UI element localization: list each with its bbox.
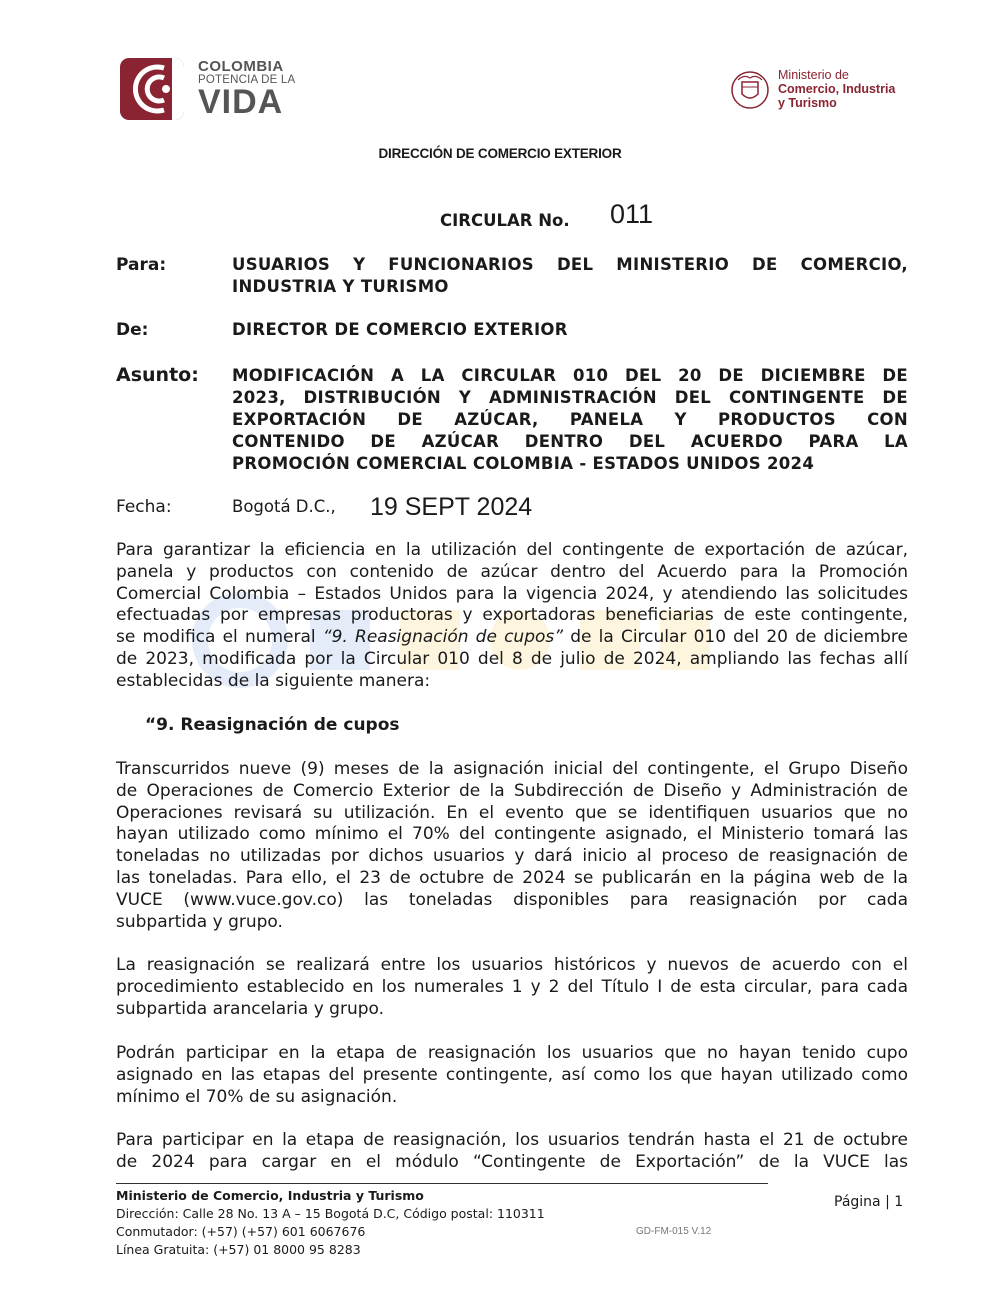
body-line: Para participar en la etapa de reasignación, los usuarios tendrán hasta el 21 de octubre bbox=[116, 1130, 908, 1150]
asunto-value bbox=[232, 365, 908, 475]
logo-line-3: VIDA bbox=[198, 83, 284, 121]
intro-line: Comercial Colombia – Estados Unidos para la vigencia 2024, y atendiendo las solicitudes bbox=[116, 583, 908, 604]
page-number: Página | 1 bbox=[834, 1194, 904, 1210]
body-paragraph-2 bbox=[116, 955, 908, 1020]
footer-toll-free: Línea Gratuita: (+57) 01 8000 95 8283 bbox=[116, 1242, 361, 1257]
circular-label: CIRCULAR No. bbox=[440, 211, 570, 230]
logo-mark-icon bbox=[120, 58, 184, 120]
department-title: DIRECCIÓN DE COMERCIO EXTERIOR bbox=[378, 146, 622, 161]
body-line: toneladas no utilizadas por dichos usuarios y dará inicio al proceso de reasignación de bbox=[116, 846, 908, 867]
fecha-date: 19 SEPT 2024 bbox=[370, 493, 533, 521]
body-line: Transcurridos nueve (9) meses de la asignación inicial del contingente, el Grupo Diseño bbox=[116, 759, 908, 779]
asunto-line-1: MODIFICACIÓN A LA CIRCULAR 010 DEL 20 DE DICIEMBRE DE bbox=[232, 366, 908, 385]
body-line: VUCE (www.vuce.gov.co) las toneladas disponibles para reasignación por cada bbox=[116, 889, 908, 910]
ministry-line-1: Ministerio de bbox=[778, 68, 849, 82]
body-line: de 2024 para cargar en el módulo “Contingente de Exportación” de la VUCE las bbox=[116, 1151, 908, 1172]
body-paragraph-4 bbox=[116, 1130, 908, 1174]
fecha-place: Bogotá D.C., bbox=[232, 497, 336, 516]
footer-org: Ministerio de Comercio, Industria y Turismo bbox=[116, 1188, 424, 1203]
asunto-line-4: CONTENIDO DE AZÚCAR DENTRO DEL ACUERDO PARA LA bbox=[232, 432, 908, 451]
logo-line-1: COLOMBIA bbox=[198, 58, 284, 75]
de-label: De: bbox=[116, 320, 149, 340]
de-line: DIRECTOR DE COMERCIO EXTERIOR bbox=[232, 320, 568, 339]
de-value bbox=[232, 319, 908, 341]
body-line: las toneladas. Para ello, el 23 de octubre de 2024 se publicarán en la página web de la bbox=[116, 867, 908, 888]
ministry-logo bbox=[730, 68, 920, 116]
body-line: procedimiento establecido en los numerales 1 y 2 del Título I de esta circular, para cada bbox=[116, 976, 908, 997]
logo-line-2: POTENCIA DE LA bbox=[198, 74, 296, 86]
body-line: Operaciones revisará su utilización. En el evento que se identifiquen usuarios que no bbox=[116, 802, 908, 823]
para-line-2: INDUSTRIA Y TURISMO bbox=[232, 277, 449, 296]
body-paragraph-1 bbox=[116, 759, 908, 933]
intro-line-5 bbox=[116, 627, 908, 649]
intro-quote: “9. Reasignación de cupos” bbox=[322, 627, 564, 648]
body-line: subpartida y grupo. bbox=[116, 911, 283, 932]
colombia-potencia-logo bbox=[120, 58, 300, 122]
intro-line: Para garantizar la eficiencia en la utilización del contingente de exportación de azúcar, bbox=[116, 540, 908, 560]
intro-line: de 2023, modificada por la Circular 010 del 8 de julio de 2024, ampliando las fechas allí bbox=[116, 648, 908, 669]
asunto-line-5: PROMOCIÓN COMERCIAL COLOMBIA - ESTADOS UNIDOS 2024 bbox=[232, 454, 815, 473]
body-line: La reasignación se realizará entre los usuarios históricos y nuevos de acuerdo con el bbox=[116, 955, 908, 975]
ministry-line-3: y Turismo bbox=[778, 96, 837, 110]
fecha-label: Fecha: bbox=[116, 497, 172, 517]
coat-of-arms-icon bbox=[730, 70, 770, 110]
footer-phone: Conmutador: (+57) (+57) 601 6067676 bbox=[116, 1224, 366, 1239]
para-label: Para: bbox=[116, 255, 167, 275]
para-value bbox=[232, 254, 908, 298]
footer-divider bbox=[116, 1183, 768, 1184]
footer-address: Dirección: Calle 28 No. 13 A – 15 Bogotá D.C, Código postal: 110311 bbox=[116, 1206, 545, 1221]
intro-line: panela y productos con contenido de azúcar dentro del Acuerdo para la Promoción bbox=[116, 561, 908, 582]
section-title: “9. Reasignación de cupos bbox=[145, 715, 400, 735]
circular-number: 011 bbox=[610, 199, 654, 229]
asunto-label: Asunto: bbox=[116, 364, 199, 386]
form-code: GD-FM-015 V.12 bbox=[636, 1226, 712, 1237]
body-line: mínimo el 70% de su asignación. bbox=[116, 1086, 398, 1107]
intro-text: se modifica el numeral bbox=[116, 627, 323, 648]
body-line: Podrán participar en la etapa de reasignación los usuarios que no hayan tenido cupo bbox=[116, 1043, 908, 1063]
asunto-line-3: EXPORTACIÓN DE AZÚCAR, PANELA Y PRODUCTOS CON bbox=[232, 410, 908, 429]
intro-line: efectuadas por empresas productoras y exportadoras beneficiarias de este contingente, bbox=[116, 605, 908, 626]
body-paragraph-3 bbox=[116, 1043, 908, 1108]
asunto-line-2: 2023, DISTRIBUCIÓN Y ADMINISTRACIÓN DEL CONTINGENTE DE bbox=[232, 388, 908, 407]
intro-paragraph bbox=[116, 540, 908, 693]
body-line: hayan utilizado como mínimo el 70% del contingente asignado, el Ministerio tomará las bbox=[116, 824, 908, 845]
body-line: de Operaciones de Comercio Exterior de la Subdirección de Diseño y Administración de bbox=[116, 780, 908, 801]
intro-line: establecidas de la siguiente manera: bbox=[116, 670, 431, 691]
intro-text: de la Circular 010 del 20 de diciembre bbox=[563, 627, 908, 648]
ministry-line-2: Comercio, Industria bbox=[778, 82, 896, 96]
para-line-1: USUARIOS Y FUNCIONARIOS DEL MINISTERIO DE COMERCIO, bbox=[232, 255, 908, 274]
body-line: subpartida arancelaria y grupo. bbox=[116, 998, 385, 1019]
body-line: asignado en las etapas del presente contingente, así como los que hayan utilizado como bbox=[116, 1064, 908, 1085]
